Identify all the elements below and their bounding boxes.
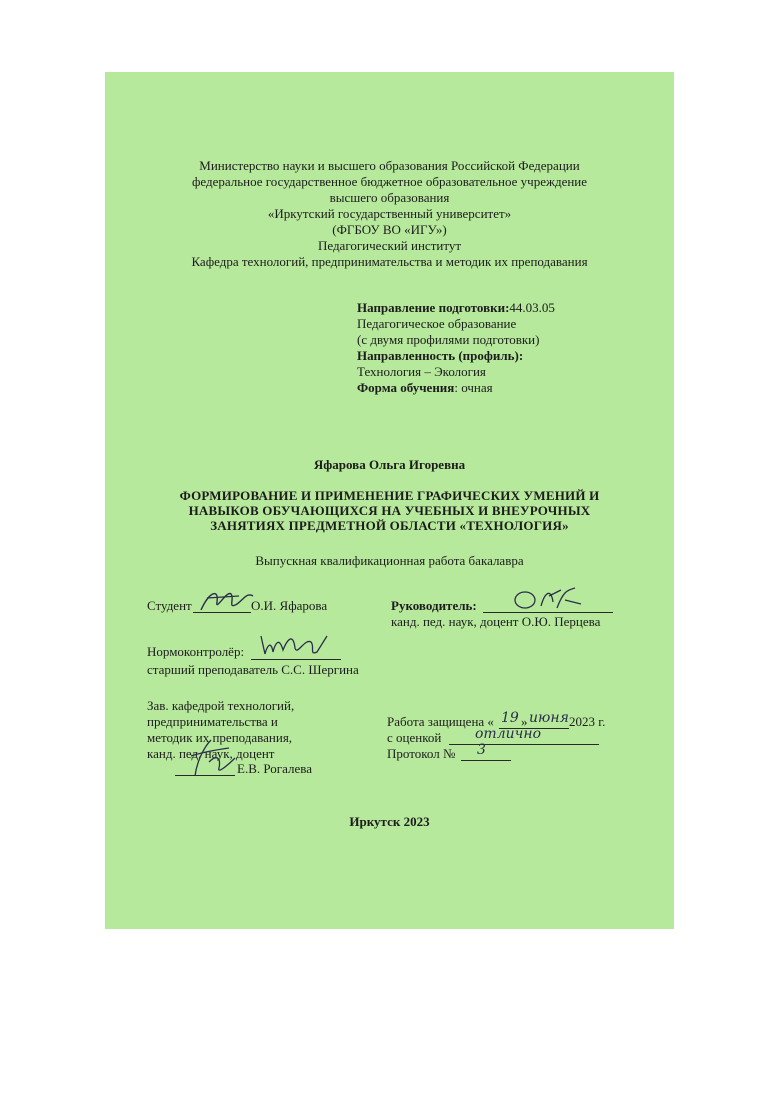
- city-year: Иркутск 2023: [349, 814, 430, 829]
- normcontrol-signature: [255, 626, 335, 662]
- study-form-value: : очная: [454, 380, 493, 395]
- direction-code: 44.03.05: [509, 300, 555, 315]
- university-name: «Иркутский государственный университет»: [267, 206, 512, 221]
- protocol-label: Протокол №: [387, 746, 456, 761]
- student-label: Студент: [147, 598, 192, 613]
- direction-label: Направление подготовки:: [357, 300, 510, 315]
- defense-month: июня: [529, 710, 569, 726]
- head-title-line-1: Зав. кафедрой технологий,: [147, 698, 295, 713]
- grade-label: с оценкой: [387, 730, 442, 745]
- study-form-label: Форма обучения: [357, 380, 455, 395]
- grade-value: отлично: [475, 726, 541, 742]
- university-abbrev: (ФГБОУ ВО «ИГУ»): [332, 222, 447, 237]
- student-name: О.И. Яфарова: [251, 598, 328, 613]
- head-name: Е.В. Рогалева: [237, 761, 312, 776]
- profile-value: Технология – Экология: [357, 364, 486, 379]
- education-level-line: высшего образования: [329, 190, 450, 205]
- thesis-title-line-2: НАВЫКОВ ОБУЧАЮЩИХСЯ НА УЧЕБНЫХ И ВНЕУРОЧНЫХ: [188, 503, 591, 518]
- study-form-row: [357, 380, 493, 396]
- thesis-title-line-3: ЗАНЯТИЯХ ПРЕДМЕТНОЙ ОБЛАСТИ «ТЕХНОЛОГИЯ»: [210, 518, 569, 533]
- head-title-line-2: предпринимательства и: [147, 714, 278, 729]
- thesis-title-line-1: ФОРМИРОВАНИЕ И ПРИМЕНЕНИЕ ГРАФИЧЕСКИХ УМЕНИЙ И: [179, 488, 600, 503]
- title-page: [105, 72, 674, 929]
- institution-type-line: федеральное государственное бюджетное образовательное учреждение: [191, 174, 588, 189]
- head-signature-line: [175, 775, 235, 776]
- supervisor-signature: [495, 582, 595, 616]
- ministry-line: Министерство науки и высшего образования Российской Федерации: [199, 158, 580, 173]
- defense-quote-close: »: [521, 714, 528, 729]
- protocol-number: 3: [477, 742, 486, 758]
- protocol-line: [461, 760, 511, 761]
- head-title-line-3: методик их преподавания,: [147, 730, 293, 745]
- direction-note: (с двумя профилями подготовки): [357, 332, 540, 347]
- defense-year: 2023 г.: [569, 714, 606, 729]
- defense-day: 19: [501, 710, 519, 726]
- department-name: Кафедра технологий, предпринимательства и методик их преподавания: [191, 254, 588, 269]
- normcontrol-label: Нормоконтролёр:: [147, 644, 245, 659]
- work-type: Выпускная квалификационная работа бакалавра: [255, 553, 524, 568]
- student-signature: [197, 584, 257, 616]
- head-title-line-4: канд. пед. наук, доцент: [147, 746, 275, 761]
- grade-line: [449, 744, 599, 745]
- direction-name: Педагогическое образование: [357, 316, 517, 331]
- profile-label: Направленность (профиль):: [357, 348, 524, 363]
- institute-name: Педагогический институт: [317, 238, 462, 253]
- supervisor-details: канд. пед. наук, доцент О.Ю. Перцева: [391, 614, 601, 629]
- normcontrol-details: старший преподаватель С.С. Шергина: [147, 662, 359, 677]
- supervisor-label: Руководитель:: [391, 598, 477, 613]
- defense-protected-label: Работа защищена «: [387, 714, 494, 729]
- author-name: Яфарова Ольга Игоревна: [313, 457, 466, 472]
- direction-row: [357, 300, 555, 316]
- head-signature: [175, 736, 245, 780]
